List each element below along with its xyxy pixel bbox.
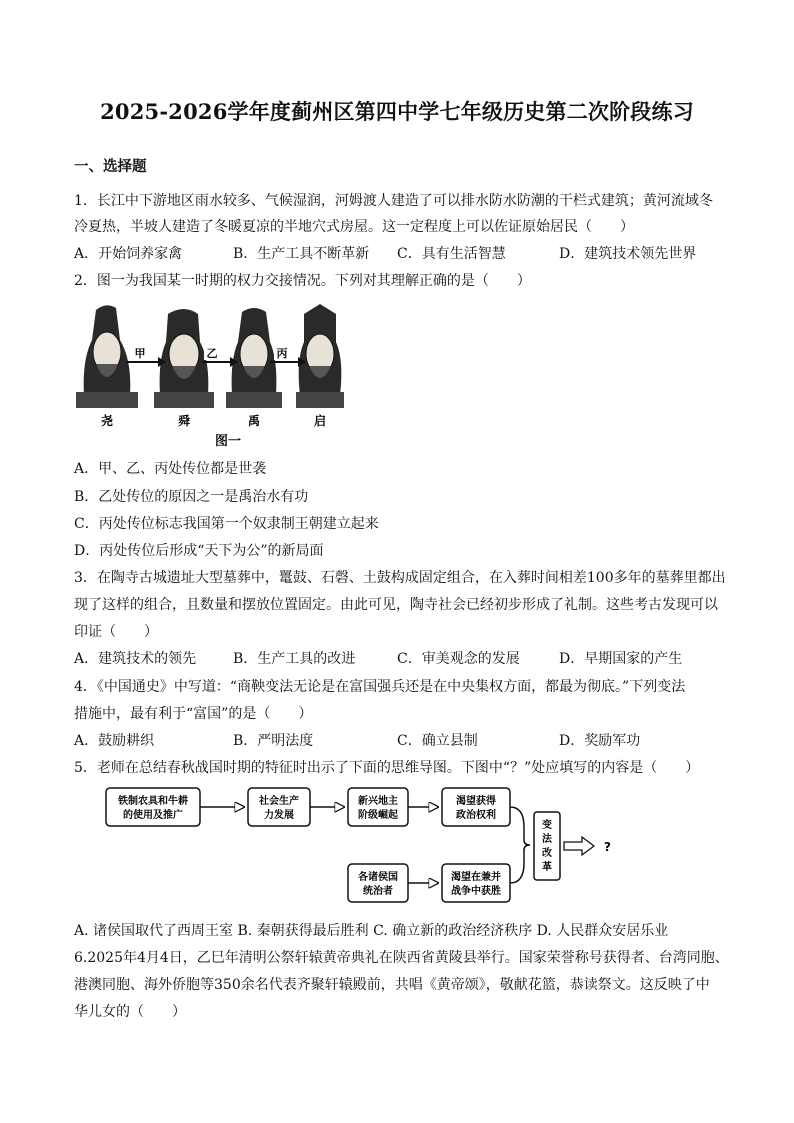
svg-text:阶级崛起: 阶级崛起 <box>358 810 398 821</box>
svg-text:战争中获胜: 战争中获胜 <box>451 886 501 897</box>
q1-stem-line2: 冷夏热，半坡人建造了冬暖夏凉的半地穴式房屋。这一定程度上可以佐证原始居民（ ） <box>74 219 634 235</box>
q4-stem-line2: 措施中，最有利于“富国”的是（ ） <box>74 706 313 722</box>
q4-option-d: D．奖励军功 <box>559 733 641 749</box>
q2-option-b: B．乙处传位的原因之一是禹治水有功 <box>74 489 309 505</box>
q4-option-a: A．鼓励耕织 <box>74 733 155 749</box>
result-arrow <box>564 837 594 855</box>
section-heading: 一、选择题 <box>74 158 147 175</box>
svg-text:社会生产: 社会生产 <box>259 796 299 807</box>
q1-stem-line1: 1．长江中下游地区雨水较多、气候湿润，河姆渡人建造了可以排水防水防潮的干栏式建筑；黄河流域冬 <box>74 193 713 209</box>
svg-text:法: 法 <box>542 834 552 845</box>
q3-stem-line3: 印证（ ） <box>74 624 158 640</box>
svg-text:的使用及推广: 的使用及推广 <box>123 810 183 821</box>
svg-text:改: 改 <box>542 848 552 859</box>
q3-option-b: B．生产工具的改进 <box>233 651 356 667</box>
svg-text:各诸侯国: 各诸侯国 <box>358 872 398 883</box>
q5-options: A. 诸侯国取代了西周王室 B. 秦朝获得最后胜利 C. 确立新的政治经济秩序 D. 人民群众安居乐业 <box>74 923 669 939</box>
person-label-yao: 尧 <box>100 414 114 428</box>
q6-stem-line1: 6.2025年4月4日，乙巳年清明公祭轩辕黄帝典礼在陕西省黄陵县举行。国家荣誉称号获得者、台湾同胞、 <box>74 950 729 966</box>
q3-option-a: A．建筑技术的领先 <box>74 651 197 667</box>
person-label-shun: 舜 <box>177 414 191 428</box>
figure-person-yu <box>226 308 282 408</box>
mind-map-diagram <box>104 782 624 912</box>
svg-text:渴望获得: 渴望获得 <box>456 796 496 807</box>
arrow-label-jia: 甲 <box>134 347 146 360</box>
svg-text:变: 变 <box>542 820 552 831</box>
arrow-label-yi: 乙 <box>206 347 218 360</box>
svg-text:铁制农具和牛耕: 铁制农具和牛耕 <box>118 796 188 807</box>
svg-text:渴望在兼并: 渴望在兼并 <box>451 872 501 883</box>
svg-text:革: 革 <box>542 862 552 873</box>
person-label-yu: 禹 <box>247 414 261 428</box>
page-title: 2025-2026学年度蓟州区第四中学七年级历史第二次阶段练习 <box>100 99 694 124</box>
question-mark: ? <box>604 840 611 854</box>
svg-text:统治者: 统治者 <box>363 886 393 897</box>
q2-stem: 2．图一为我国某一时期的权力交接情况。下列对其理解正确的是（ ） <box>74 273 531 289</box>
figure-person-qi <box>296 304 344 408</box>
figure-person-yao <box>76 305 138 408</box>
figure-1-succession <box>74 300 344 430</box>
figure-1-caption: 图一 <box>215 434 242 449</box>
arrow-label-bing: 丙 <box>276 347 288 360</box>
q2-option-a: A．甲、乙、丙处传位都是世袭 <box>74 461 267 477</box>
q2-option-d: D．丙处传位后形成“天下为公”的新局面 <box>74 543 324 559</box>
person-label-qi: 启 <box>313 414 327 428</box>
q3-stem-line2: 现了这样的组合，且数量和摆放位置固定。由此可见，陶寺社会已经初步形成了礼制。这些考古发现可以 <box>74 597 718 613</box>
svg-text:新兴地主: 新兴地主 <box>358 796 398 807</box>
q4-option-c: C．确立县制 <box>397 733 478 749</box>
q2-option-c: C．丙处传位标志我国第一个奴隶制王朝建立起来 <box>74 516 379 532</box>
q4-stem-line1: 4．《中国通史》中写道：“商鞅变法无论是在富国强兵还是在中央集权方面，都最为彻底。”下列变法 <box>74 679 686 695</box>
q6-stem-line2: 港澳同胞、海外侨胞等350余名代表齐聚轩辕殿前，共唱《黄帝颂》，敬献花篮，恭读祭文。这反映了中 <box>74 977 710 993</box>
q1-option-b: B．生产工具不断革新 <box>233 246 370 262</box>
q3-stem-line1: 3．在陶寺古城遗址大型墓葬中，鼍鼓、石磬、土鼓构成固定组合，在入葬时间相差100多年的墓葬里都出 <box>74 570 726 586</box>
q5-stem: 5．老师在总结春秋战国时期的特征时出示了下面的思维导图。下图中“？”处应填写的内容是（ ） <box>74 760 700 776</box>
q1-option-c: C．具有生活智慧 <box>397 246 506 262</box>
q3-option-c: C．审美观念的发展 <box>397 651 520 667</box>
q6-stem-line3: 华儿女的（ ） <box>74 1004 186 1020</box>
svg-text:力发展: 力发展 <box>264 810 294 821</box>
q1-option-a: A．开始饲养家禽 <box>74 246 183 262</box>
svg-text:政治权利: 政治权利 <box>456 810 496 821</box>
q3-option-d: D．早期国家的产生 <box>559 651 683 667</box>
q1-option-d: D．建筑技术领先世界 <box>559 246 697 262</box>
q4-option-b: B．严明法度 <box>233 733 314 749</box>
